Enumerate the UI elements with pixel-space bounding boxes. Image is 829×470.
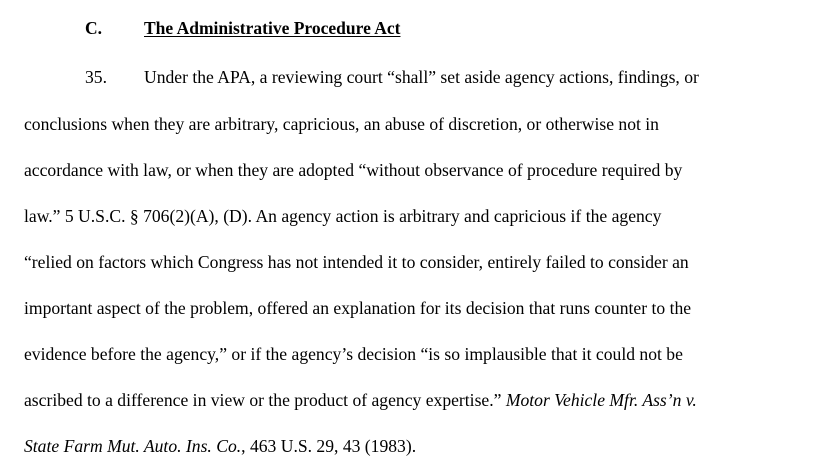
- citation-reporter: , 463 U.S. 29, 43 (1983).: [241, 436, 417, 456]
- paragraph-line-6: important aspect of the problem, offered an explanation for its decision that runs counter to the: [24, 298, 692, 318]
- paragraph-line-1: [85, 66, 699, 88]
- paragraph-line-3: accordance with law, or when they are adopted “without observance of procedure required by: [24, 160, 683, 180]
- section-letter: C.: [85, 18, 103, 38]
- paragraph-line-7: evidence before the agency,” or if the agency’s decision “is so implausible that it could not be: [24, 344, 683, 364]
- paragraph-line-1-text: Under the APA, a reviewing court “shall” set aside agency actions, findings, or: [144, 67, 699, 87]
- case-citation-part-2: State Farm Mut. Auto. Ins. Co.: [24, 436, 242, 456]
- paragraph-line-5: “relied on factors which Congress has not intended it to consider, entirely failed to consider an: [24, 252, 689, 272]
- paragraph-line-4: law.” 5 U.S.C. § 706(2)(A), (D). An agency action is arbitrary and capricious if the agency: [24, 206, 662, 226]
- paragraph-line-8: [24, 389, 697, 411]
- section-title: The Administrative Procedure Act: [144, 18, 401, 38]
- paragraph-number: 35.: [85, 67, 107, 87]
- case-citation-part-1: Motor Vehicle Mfr. Ass’n v.: [505, 390, 697, 410]
- paragraph-line-9: [24, 435, 416, 457]
- paragraph-line-8-text: ascribed to a difference in view or the product of agency expertise.”: [24, 390, 506, 410]
- paragraph-line-2: conclusions when they are arbitrary, capricious, an abuse of discretion, or otherwise not in: [24, 114, 659, 134]
